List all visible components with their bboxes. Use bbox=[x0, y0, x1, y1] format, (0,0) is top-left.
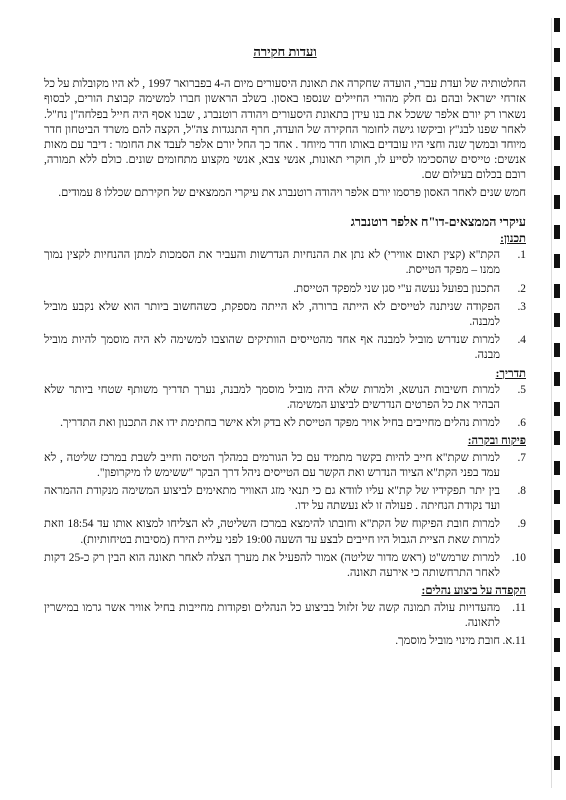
binding-ring bbox=[554, 520, 560, 534]
binding-ring bbox=[554, 461, 560, 475]
planning-heading: תכנון: bbox=[500, 233, 526, 246]
item-text: למרות חובת הפיקוח של הקת"א וחובתו להימצא במרכז השליטה, לא הצליחו למצוא אותו עד 18:54 וזאת למרות שאת הציית הגבול היו חייבים לבצע עד השעה 19:00 לפני עליית הירח (מסיבות בטיחותיות). bbox=[44, 518, 500, 546]
binding-ring bbox=[554, 431, 560, 445]
binding-ring bbox=[554, 608, 560, 622]
binding-ring bbox=[554, 18, 560, 32]
item-text: למרות שרמש"ט (ראש מדור שליטה) אמור להפעיל את מערך הצלה לאחר תאונה הוא הבין רק כ-25 דקות לאחר התרחשותה כי אירעה תאונה. bbox=[44, 551, 500, 580]
planning-list bbox=[44, 248, 526, 363]
binding-ring bbox=[554, 697, 560, 711]
binding-ring bbox=[554, 195, 560, 209]
binding-ring bbox=[554, 136, 560, 150]
item-number: 1. bbox=[517, 249, 526, 262]
item-text: הפקודה שניתנה לטייסים לא הייתה ברורה, לא הייתה מספקת, כשהחשוב ביותר הוא שלא נקבע מוביל למבנה. bbox=[44, 300, 500, 329]
command-list bbox=[44, 451, 526, 582]
list-item bbox=[44, 333, 526, 363]
binding-ring bbox=[554, 254, 560, 268]
item-text: חובת מינוי מוביל מוסמך. bbox=[395, 634, 500, 647]
binding-ring bbox=[554, 579, 560, 593]
binding-ring bbox=[554, 667, 560, 681]
list-item bbox=[44, 484, 526, 514]
list-item bbox=[44, 383, 526, 413]
item-number: 10. bbox=[511, 551, 526, 564]
binding-ring bbox=[554, 756, 560, 770]
item-number: 3. bbox=[517, 300, 526, 313]
item-number: 2. bbox=[517, 282, 526, 295]
item-number: 11.א. bbox=[502, 634, 526, 647]
list-item bbox=[44, 551, 526, 581]
binding-ring bbox=[554, 284, 560, 298]
item-text: בין יתר תפקידיו של קת"א עליו לוודא גם כי תנאי מזג האוויר מתאימים לביצוע המשימה מנקודת ההמראה ועד נקודת הנחיתה . פעולה זו לא נעשתה על ידו. bbox=[44, 485, 500, 513]
list-item bbox=[44, 248, 526, 278]
binding-ring bbox=[554, 372, 560, 386]
findings-section-title: עיקרי הממצאים-דו"ח אלפר רוטנברג bbox=[350, 214, 526, 229]
item-text: מהעדויות עולה תמונה קשה של זלזול בביצוע כל הנהלים ופקודות מחייבות בחיל אוויר אשר גרמו במישרין לתאונה. bbox=[44, 601, 500, 629]
binding-ring bbox=[554, 313, 560, 327]
item-number: 5. bbox=[517, 383, 526, 396]
binding-ring bbox=[554, 107, 560, 121]
list-item bbox=[44, 634, 526, 649]
binding-ring bbox=[554, 549, 560, 563]
list-item bbox=[44, 416, 526, 431]
item-number: 9. bbox=[517, 518, 526, 531]
command-heading: פיקוח ובקרה: bbox=[467, 435, 526, 448]
binding-ring bbox=[554, 490, 560, 504]
item-number: 11. bbox=[512, 601, 526, 614]
binding-ring bbox=[554, 77, 560, 91]
intro-paragraph-1: החלטותיה של ועדת עברי, הועדה שחקרה את תאונת היסעורים מיום ה-4 בפברואר 1997 , לא היו מקובלות על כל אזרחי ישראל ובהם גם חלק מהורי החיילים שנספו באסון. בשלב הראשון חברו למשימה קבוצת הורים, לבסוף נשארו רק יורם אלפר ששכל את בנו עידן בתאונת היסעורים ויהודה רוטנברג , שבנו אסף היה חייל בפלחה"ן נח"ל. לאחר שפנו לבג"ץ וביקשו גישה לחומר החקירה של הועדה, חרף התנגדות צה"ל, הקצה להם משרד הביטחון חדר מיוחד ובמשך שנה וחצי היו עובדים באותו חדר מיוחד . אחד כך החל יורם אלפר לעבד את החומר : דיבר עם מאות אנשים: טייסים שהסכימו לסייע לו, חוקרי תאונות, אנשי צבא, אנשי מקצוע מתחומים שונים. כולם ללא תמורה, רובם בכלום בעילום שם. bbox=[44, 78, 526, 182]
item-text: התכנון בפועל נעשה ע"י סגן שני למפקד הטייסת. bbox=[293, 282, 500, 295]
item-number: 6. bbox=[517, 417, 526, 430]
list-item bbox=[44, 601, 526, 631]
enforcement-list bbox=[44, 601, 526, 650]
briefing-heading: תדריך: bbox=[495, 367, 526, 380]
binding-ring bbox=[554, 638, 560, 652]
list-item bbox=[44, 517, 526, 547]
binding-ring bbox=[554, 225, 560, 239]
item-text: למרות שנדרש מוביל למבנה אף אחד מהטייסים הוותיקים שהוצבו למשימה לא היה מוסמך להיות מוביל מבנה. bbox=[44, 334, 500, 362]
list-item bbox=[44, 300, 526, 330]
briefing-list bbox=[44, 383, 526, 432]
list-item bbox=[44, 451, 526, 481]
binding-ring bbox=[554, 402, 560, 416]
enforcement-heading: הקפדה על ביצוע נהלים: bbox=[421, 585, 526, 598]
document-title: ועדות חקירה bbox=[253, 44, 317, 59]
item-text: למרות שקת"א חייב להיות בקשר מתמיד עם כל הגורמים במהלך הטיסה וחייב לשבת במרכז שליטה , לא עמד בפני הקת"א הציוד הנדרש ואת הקשר עם הטייסים ניהל דרך הבקר "ששימש לו מיקרופון". bbox=[44, 451, 500, 479]
item-text: למרות נהלים מחייבים בחיל אויר מפקד הטייסת לא בדק ולא אישר בחתימת ידו את התכנון ואת התדריך. bbox=[60, 417, 500, 430]
item-text: הקת"א (קצין תאום אווירי) לא נתן את ההנחיות הנדרשות והעביר את הסמכות למתן ההנחיות לקצין נמוך ממנו – מפקד הטייסת. bbox=[44, 249, 500, 277]
spiral-binding bbox=[552, 18, 560, 788]
item-number: 4. bbox=[517, 334, 526, 347]
binding-ring bbox=[554, 343, 560, 357]
list-item bbox=[44, 282, 526, 297]
binding-ring bbox=[554, 166, 560, 180]
binding-ring bbox=[554, 726, 560, 740]
document-body bbox=[44, 44, 526, 652]
item-text: למרות חשיבות הנושא, ולמרות שלא היה מוביל מוסמך למבנה, נערך תדריך משותף שטחי ביותר שלא הבהיר את כל הפרטים הנדרשים לביצוע המשימה. bbox=[44, 383, 500, 412]
binding-ring bbox=[554, 48, 560, 62]
intro-paragraph-2: חמש שנים לאחר האסון פרסמו יורם אלפר ויהודה רוטנברג את עיקרי הממצאים של חקירתם שכללו 8 עמודים. bbox=[58, 186, 526, 199]
item-number: 8. bbox=[517, 485, 526, 498]
item-number: 7. bbox=[517, 451, 526, 464]
